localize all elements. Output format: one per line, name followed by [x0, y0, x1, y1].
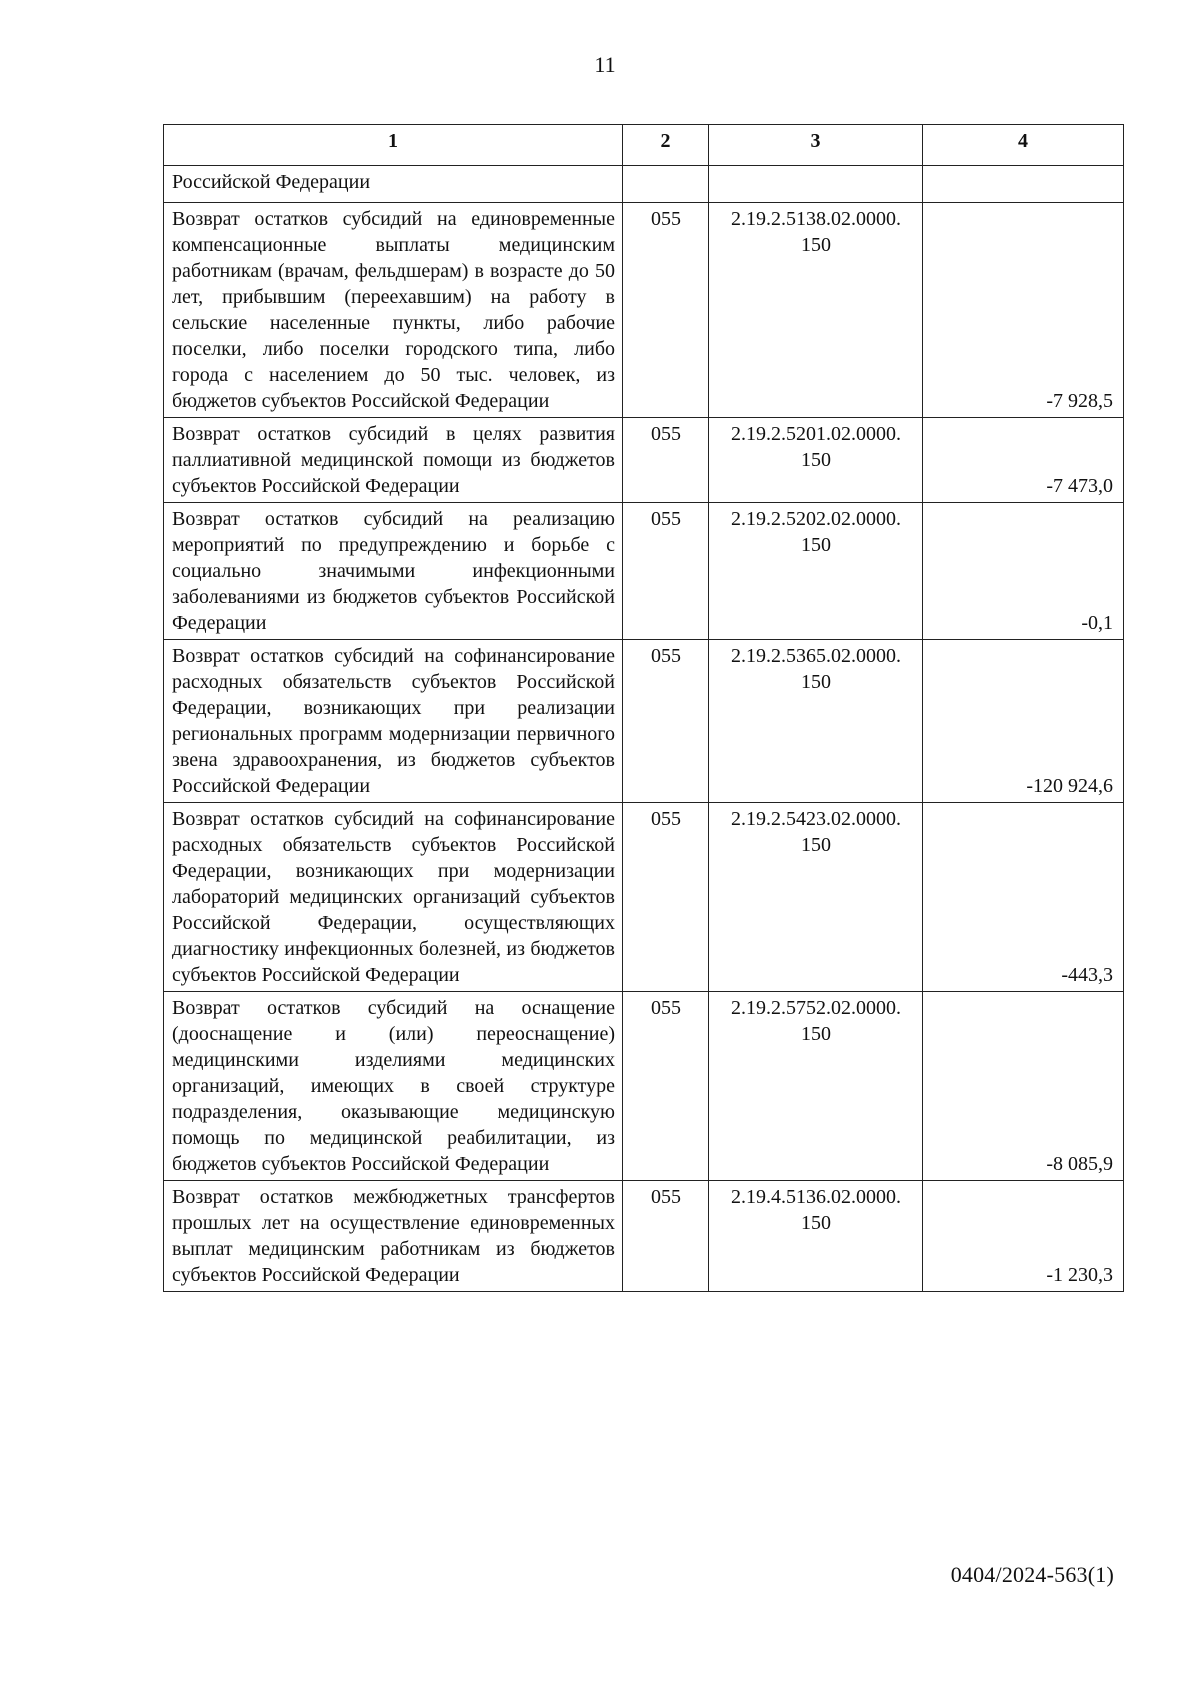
header-col-1: 1 [164, 125, 623, 166]
row-amount: -8 085,9 [923, 992, 1124, 1181]
row-admin-code: 055 [623, 1181, 709, 1292]
row-kbk-code: 2.19.4.5136.02.0000. 150 [709, 1181, 923, 1292]
row-admin-code: 055 [623, 803, 709, 992]
empty-cell [923, 166, 1124, 203]
budget-table [163, 124, 1124, 1292]
table-row [164, 418, 1124, 503]
row-admin-code: 055 [623, 992, 709, 1181]
row-amount: -120 924,6 [923, 640, 1124, 803]
row-description: Возврат остатков межбюджетных трансфертов прошлых лет на осуществление единовременных выплат медицинским работникам из бюджетов субъектов Российской Федерации [164, 1181, 623, 1292]
table-header-row [164, 125, 1124, 166]
row-kbk-code: 2.19.2.5423.02.0000. 150 [709, 803, 923, 992]
row-admin-code: 055 [623, 503, 709, 640]
empty-cell [623, 166, 709, 203]
row-description: Возврат остатков субсидий на единовременные компенсационные выплаты медицинским работникам (врачам, фельдшерам) в возрасте до 50 лет, прибывшим (переехавшим) на работу в сельские населенные пункты, либо рабочие поселки, либо поселки городского типа, либо города с населением до 50 тыс. человек, из бюджетов субъектов Российской Федерации [164, 203, 623, 418]
row-amount: -7 473,0 [923, 418, 1124, 503]
row-description: Возврат остатков субсидий на оснащение (дооснащение и (или) переоснащение) медицинскими изделиями медицинских организаций, имеющих в своей структуре подразделения, оказывающие медицинскую помощь по медицинской реабилитации, из бюджетов субъектов Российской Федерации [164, 992, 623, 1181]
table-row [164, 1181, 1124, 1292]
row-kbk-code: 2.19.2.5138.02.0000. 150 [709, 203, 923, 418]
row-description: Возврат остатков субсидий на реализацию мероприятий по предупреждению и борьбе с социально значимыми инфекционными заболеваниями из бюджетов субъектов Российской Федерации [164, 503, 623, 640]
continuation-text: Российской Федерации [164, 166, 623, 203]
row-amount: -1 230,3 [923, 1181, 1124, 1292]
header-col-4: 4 [923, 125, 1124, 166]
header-col-2: 2 [623, 125, 709, 166]
table-row [164, 640, 1124, 803]
row-admin-code: 055 [623, 640, 709, 803]
empty-cell [709, 166, 923, 203]
row-description: Возврат остатков субсидий на софинансирование расходных обязательств субъектов Российской Федерации, возникающих при модернизации лабораторий медицинских организаций субъектов Российской Федерации, осуществляющих диагностику инфекционных болезней, из бюджетов субъектов Российской Федерации [164, 803, 623, 992]
row-admin-code: 055 [623, 418, 709, 503]
table-row [164, 992, 1124, 1181]
row-description: Возврат остатков субсидий в целях развития паллиативной медицинской помощи из бюджетов субъектов Российской Федерации [164, 418, 623, 503]
table-row [164, 203, 1124, 418]
continuation-row [164, 166, 1124, 203]
row-kbk-code: 2.19.2.5752.02.0000. 150 [709, 992, 923, 1181]
row-amount: -0,1 [923, 503, 1124, 640]
row-description: Возврат остатков субсидий на софинансирование расходных обязательств субъектов Российской Федерации, возникающих при реализации региональных программ модернизации первичного звена здравоохранения, из бюджетов субъектов Российской Федерации [164, 640, 623, 803]
table-row [164, 503, 1124, 640]
row-kbk-code: 2.19.2.5365.02.0000. 150 [709, 640, 923, 803]
row-admin-code: 055 [623, 203, 709, 418]
document-id: 0404/2024-563(1) [950, 1562, 1114, 1587]
row-amount: -7 928,5 [923, 203, 1124, 418]
row-amount: -443,3 [923, 803, 1124, 992]
header-col-3: 3 [709, 125, 923, 166]
row-kbk-code: 2.19.2.5202.02.0000. 150 [709, 503, 923, 640]
page-number: 11 [594, 52, 616, 77]
table-row [164, 803, 1124, 992]
row-kbk-code: 2.19.2.5201.02.0000. 150 [709, 418, 923, 503]
